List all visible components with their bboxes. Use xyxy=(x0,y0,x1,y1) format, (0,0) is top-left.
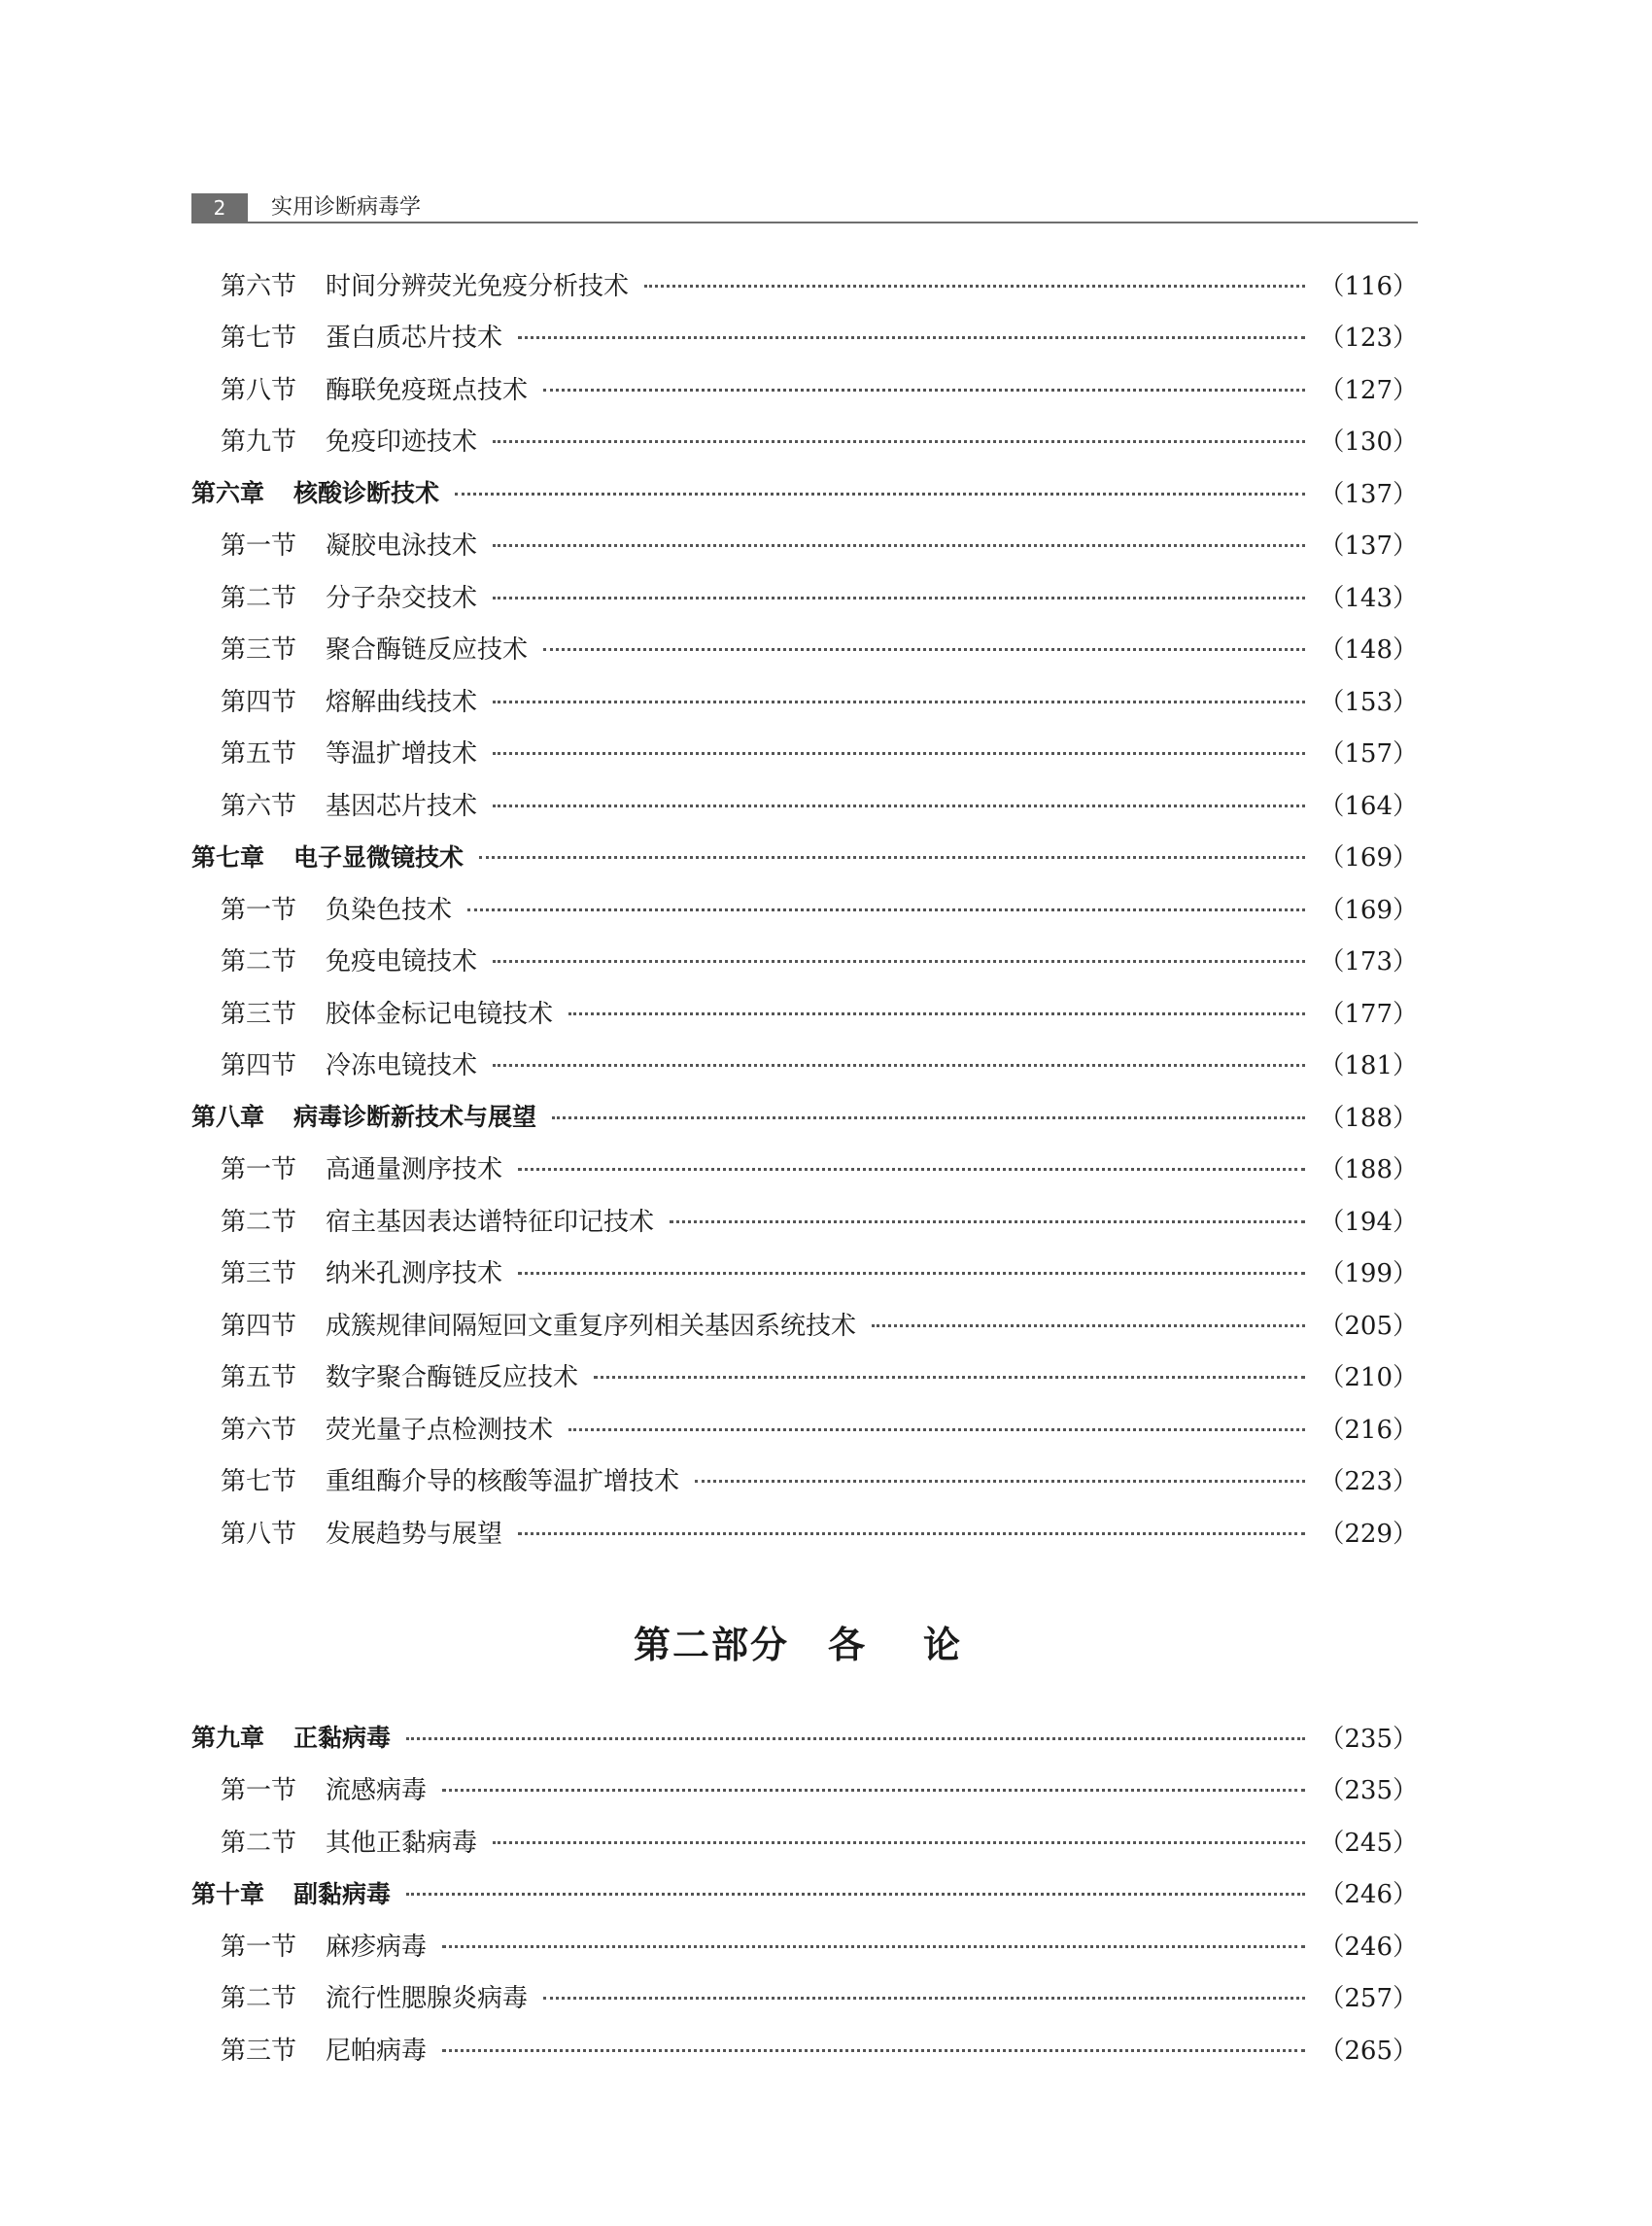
book-title: 实用诊断病毒学 xyxy=(271,195,422,220)
toc-section-entry[interactable] xyxy=(191,1408,1418,1447)
entry-page: （153） xyxy=(1319,687,1418,717)
entry-title: 蛋白质芯片技术 xyxy=(326,324,503,353)
header-rule xyxy=(191,222,1418,223)
entry-page: （223） xyxy=(1319,1467,1418,1496)
dot-leader xyxy=(695,1480,1305,1483)
entry-number: 第一节 xyxy=(221,895,297,925)
toc-chapter-entry[interactable] xyxy=(191,1096,1418,1135)
entry-number: 第二节 xyxy=(221,1207,297,1237)
entry-label xyxy=(191,1357,578,1393)
entry-number: 第十章 xyxy=(191,1879,265,1908)
entry-label xyxy=(191,1978,528,2014)
entry-title: 流行性腮腺炎病毒 xyxy=(326,1984,529,2013)
dot-leader xyxy=(467,908,1305,911)
dot-leader xyxy=(644,285,1305,288)
entry-number: 第六节 xyxy=(221,271,297,301)
entry-number: 第八章 xyxy=(191,1103,265,1131)
entry-page: （199） xyxy=(1319,1259,1418,1288)
entry-page: （137） xyxy=(1319,479,1418,509)
entry-label xyxy=(191,578,477,614)
entry-page: （188） xyxy=(1319,1155,1418,1184)
toc-chapter-entry[interactable] xyxy=(191,472,1418,511)
entry-number: 第一节 xyxy=(221,531,297,561)
entry-number: 第一节 xyxy=(221,1932,297,1962)
entry-number: 第四节 xyxy=(221,687,297,717)
entry-page: （164） xyxy=(1319,791,1418,821)
entry-label xyxy=(191,1770,427,1806)
entry-label xyxy=(191,682,477,718)
entry-label xyxy=(191,2031,427,2067)
entry-label xyxy=(191,1927,427,1963)
dot-leader xyxy=(442,1789,1305,1792)
entry-number: 第六节 xyxy=(221,791,297,821)
entry-number: 第六章 xyxy=(191,479,265,507)
dot-leader xyxy=(442,1945,1305,1948)
dot-leader xyxy=(493,752,1305,755)
entry-title: 荧光量子点检测技术 xyxy=(326,1415,554,1445)
dot-leader xyxy=(479,856,1305,859)
dot-leader xyxy=(493,1841,1305,1844)
dot-leader xyxy=(518,1532,1305,1535)
toc-section-entry[interactable] xyxy=(191,1821,1418,1860)
entry-label xyxy=(191,1202,654,1238)
entry-label xyxy=(191,1875,391,1910)
entry-number: 第九节 xyxy=(221,428,297,457)
entry-title: 病毒诊断新技术与展望 xyxy=(293,1103,537,1131)
dot-leader xyxy=(872,1324,1305,1327)
dot-leader xyxy=(568,1428,1305,1431)
entry-number: 第三节 xyxy=(221,2036,297,2066)
entry-page: （205） xyxy=(1319,1311,1418,1341)
toc-section-entry[interactable] xyxy=(191,525,1418,564)
toc-section-entry[interactable] xyxy=(191,1925,1418,1964)
entry-page: （123） xyxy=(1319,324,1418,353)
entry-number: 第八节 xyxy=(221,1519,297,1549)
entry-title: 其他正黏病毒 xyxy=(326,1828,478,1858)
entry-number: 第四节 xyxy=(221,1051,297,1080)
entry-number: 第九章 xyxy=(191,1724,265,1752)
toc-section-entry[interactable] xyxy=(191,1304,1418,1343)
entry-page: （246） xyxy=(1319,1932,1418,1962)
entry-number: 第七节 xyxy=(221,1467,297,1496)
dot-leader xyxy=(594,1376,1305,1379)
entry-title: 胶体金标记电镜技术 xyxy=(326,999,554,1029)
entry-label xyxy=(191,1045,477,1081)
toc-section-entry[interactable] xyxy=(191,2029,1418,2068)
toc-section-entry[interactable] xyxy=(191,1045,1418,1083)
dot-leader xyxy=(568,1012,1305,1015)
entry-title: 核酸诊断技术 xyxy=(293,479,440,507)
dot-leader xyxy=(406,1737,1305,1740)
entry-label xyxy=(191,1098,536,1133)
toc-section-entry[interactable] xyxy=(191,941,1418,979)
entry-page: （169） xyxy=(1319,843,1418,873)
toc-chapter-entry[interactable] xyxy=(191,1873,1418,1912)
part-title xyxy=(0,1615,1652,1668)
entry-page: （143） xyxy=(1319,583,1418,613)
entry-label xyxy=(191,942,477,977)
entry-title: 正黏病毒 xyxy=(293,1724,392,1752)
entry-title: 高通量测序技术 xyxy=(326,1155,503,1184)
toc-section-entry[interactable] xyxy=(191,680,1418,719)
entry-label xyxy=(191,318,502,354)
entry-title: 流感病毒 xyxy=(326,1776,428,1805)
entry-number: 第三节 xyxy=(221,999,297,1029)
dot-leader xyxy=(442,2049,1305,2052)
entry-title: 纳米孔测序技术 xyxy=(326,1259,503,1288)
entry-number: 第一节 xyxy=(221,1776,297,1805)
entry-label xyxy=(191,266,629,302)
entry-title: 免疫印迹技术 xyxy=(326,428,478,457)
toc-section-entry[interactable] xyxy=(191,264,1418,303)
toc-section-entry[interactable] xyxy=(191,1512,1418,1551)
dot-leader xyxy=(493,960,1305,963)
toc-section-entry[interactable] xyxy=(191,421,1418,460)
toc-section-entry[interactable] xyxy=(191,1977,1418,2016)
entry-label xyxy=(191,1149,502,1185)
entry-title: 负染色技术 xyxy=(326,895,453,925)
toc-section-entry[interactable] xyxy=(191,317,1418,356)
entry-number: 第七节 xyxy=(221,324,297,353)
toc-chapter-entry[interactable] xyxy=(191,837,1418,875)
entry-label xyxy=(191,526,477,562)
page-number: 2 xyxy=(191,193,248,223)
entry-title: 副黏病毒 xyxy=(293,1879,392,1908)
entry-page: （235） xyxy=(1319,1724,1418,1754)
entry-number: 第四节 xyxy=(221,1311,297,1341)
entry-label xyxy=(191,1719,391,1754)
dot-leader xyxy=(455,493,1305,496)
entry-label xyxy=(191,370,528,406)
toc-section-entry[interactable] xyxy=(191,1148,1418,1187)
toc-section-entry[interactable] xyxy=(191,1252,1418,1291)
toc-chapter-entry[interactable] xyxy=(191,1717,1418,1756)
toc-section-entry[interactable] xyxy=(191,576,1418,615)
entry-number: 第二节 xyxy=(221,947,297,976)
entry-label xyxy=(191,1461,679,1497)
entry-title: 凝胶电泳技术 xyxy=(326,531,478,561)
entry-label xyxy=(191,786,477,822)
entry-label xyxy=(191,1514,502,1550)
entry-title: 重组酶介导的核酸等温扩增技术 xyxy=(326,1467,680,1496)
dot-leader xyxy=(543,389,1305,392)
dot-leader xyxy=(493,544,1305,547)
dot-leader xyxy=(552,1116,1305,1119)
entry-title: 时间分辨荧光免疫分析技术 xyxy=(326,271,630,301)
toc-section-entry[interactable] xyxy=(191,1769,1418,1808)
entry-title: 电子显微镜技术 xyxy=(293,842,465,872)
toc-section-entry[interactable] xyxy=(191,629,1418,668)
entry-page: （173） xyxy=(1319,947,1418,976)
entry-number: 第六节 xyxy=(221,1415,297,1445)
entry-title: 宿主基因表达谱特征印记技术 xyxy=(326,1207,655,1237)
entry-page: （194） xyxy=(1319,1207,1418,1237)
running-header xyxy=(191,193,1418,223)
entry-page: （246） xyxy=(1319,1880,1418,1909)
entry-page: （169） xyxy=(1319,895,1418,925)
toc-section-entry[interactable] xyxy=(191,1460,1418,1499)
entry-page: （216） xyxy=(1319,1415,1418,1445)
toc-section-entry[interactable] xyxy=(191,368,1418,407)
entry-page: （210） xyxy=(1319,1363,1418,1392)
entry-title: 聚合酶链反应技术 xyxy=(326,635,529,665)
entry-title: 尼帕病毒 xyxy=(326,2036,428,2066)
entry-label xyxy=(191,1823,477,1859)
toc-section-entry[interactable] xyxy=(191,784,1418,823)
entry-page: （137） xyxy=(1319,531,1418,561)
entry-title: 发展趋势与展望 xyxy=(326,1519,503,1549)
entry-label xyxy=(191,890,452,926)
entry-page: （265） xyxy=(1319,2036,1418,2066)
entry-label xyxy=(191,474,439,509)
entry-page: （245） xyxy=(1319,1828,1418,1858)
entry-number: 第二节 xyxy=(221,1984,297,2013)
entry-label xyxy=(191,839,464,873)
entry-title: 免疫电镜技术 xyxy=(326,947,478,976)
dot-leader xyxy=(670,1220,1305,1223)
entry-label xyxy=(191,422,477,458)
dot-leader xyxy=(493,805,1305,807)
entry-label xyxy=(191,734,477,770)
dot-leader xyxy=(518,1272,1305,1275)
part-subject: 各论 xyxy=(828,1623,1019,1666)
entry-title: 分子杂交技术 xyxy=(326,583,478,613)
entry-label xyxy=(191,630,528,666)
toc-section-entry[interactable] xyxy=(191,733,1418,771)
entry-label xyxy=(191,1306,856,1342)
entry-title: 酶联免疫斑点技术 xyxy=(326,375,529,405)
entry-page: （177） xyxy=(1319,999,1418,1029)
entry-title: 麻疹病毒 xyxy=(326,1932,428,1962)
toc-section-entry[interactable] xyxy=(191,1200,1418,1239)
entry-number: 第五节 xyxy=(221,739,297,769)
entry-label xyxy=(191,1253,502,1289)
toc-section-entry[interactable] xyxy=(191,1356,1418,1395)
toc-section-entry[interactable] xyxy=(191,992,1418,1031)
entry-page: （235） xyxy=(1319,1776,1418,1805)
entry-page: （188） xyxy=(1319,1103,1418,1133)
entry-number: 第七章 xyxy=(191,842,265,872)
dot-leader xyxy=(518,336,1305,339)
dot-leader xyxy=(493,701,1305,703)
entry-title: 等温扩增技术 xyxy=(326,739,478,769)
entry-number: 第一节 xyxy=(221,1155,297,1184)
entry-page: （257） xyxy=(1319,1984,1418,2013)
entry-page: （229） xyxy=(1319,1519,1418,1549)
entry-page: （181） xyxy=(1319,1051,1418,1080)
entry-label xyxy=(191,994,553,1030)
entry-page: （127） xyxy=(1319,375,1418,405)
entry-title: 数字聚合酶链反应技术 xyxy=(326,1363,579,1392)
part-name: 第二部分 xyxy=(633,1623,789,1666)
entry-page: （130） xyxy=(1319,428,1418,457)
entry-page: （116） xyxy=(1319,271,1418,301)
entry-page: （148） xyxy=(1319,635,1418,665)
entry-title: 基因芯片技术 xyxy=(326,791,478,821)
dot-leader xyxy=(493,1064,1305,1067)
entry-number: 第八节 xyxy=(221,375,297,405)
entry-label xyxy=(191,1410,553,1446)
dot-leader xyxy=(406,1893,1305,1896)
dot-leader xyxy=(493,597,1305,599)
dot-leader xyxy=(493,440,1305,443)
entry-title: 冷冻电镜技术 xyxy=(326,1051,478,1080)
entry-page: （157） xyxy=(1319,739,1418,769)
entry-number: 第二节 xyxy=(221,583,297,613)
dot-leader xyxy=(543,648,1305,651)
dot-leader xyxy=(543,1997,1305,2000)
entry-number: 第五节 xyxy=(221,1363,297,1392)
dot-leader xyxy=(518,1168,1305,1171)
entry-number: 第三节 xyxy=(221,635,297,665)
entry-number: 第二节 xyxy=(221,1828,297,1858)
entry-number: 第三节 xyxy=(221,1259,297,1288)
entry-title: 成簇规律间隔短回文重复序列相关基因系统技术 xyxy=(326,1311,857,1341)
toc-section-entry[interactable] xyxy=(191,888,1418,927)
entry-title: 熔解曲线技术 xyxy=(326,687,478,717)
